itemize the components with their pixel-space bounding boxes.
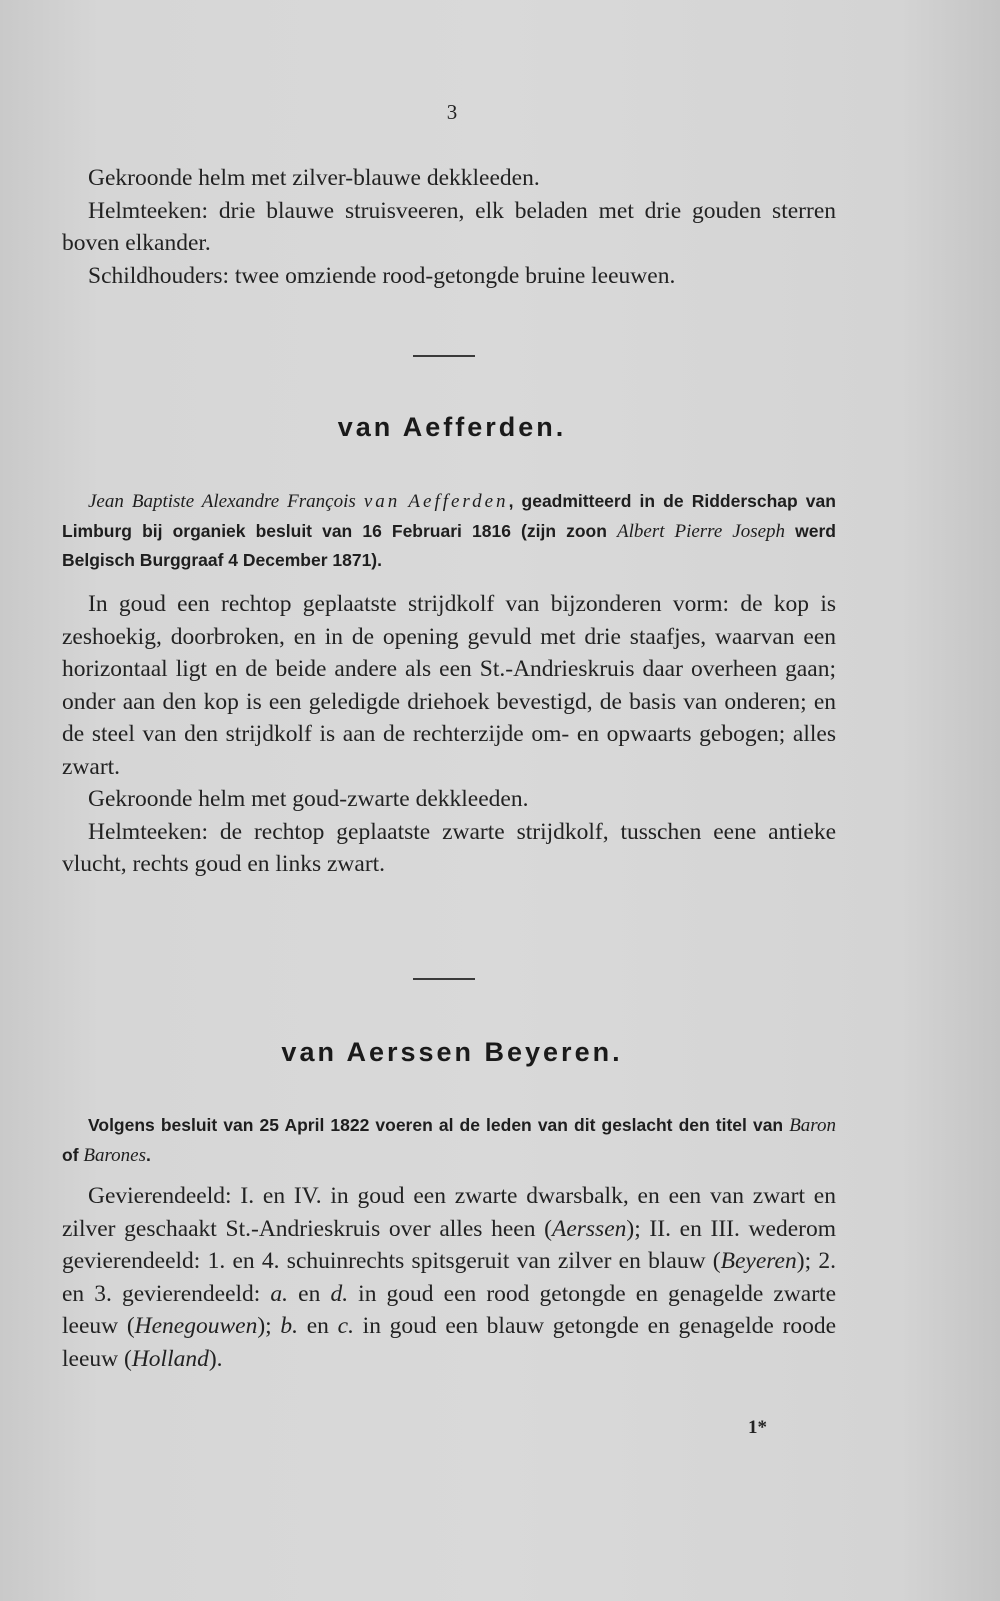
paragraph: Gekroonde helm met goud-zwarte dekkleeden. [88, 786, 529, 812]
text-line: Helmteeken: drie blauwe struisveeren, elk beladen met drie gouden sterren boven elkander. [62, 197, 836, 256]
person-name: Aefferden [408, 491, 509, 512]
person-name: Albert Pierre Joseph [617, 520, 786, 542]
intro-text: werd Belgisch Burggraaf 4 December 1871). [62, 520, 836, 570]
section-heading: van Aerssen Beyeren. [281, 1037, 623, 1067]
person-name: Jean Baptiste Alexandre François [88, 491, 356, 512]
page-number: 3 [446, 100, 458, 124]
intro-text: Volgens besluit van 25 April 1822 voeren al de leden van dit geslacht den titel van [88, 1115, 790, 1135]
section-divider [413, 355, 475, 357]
section-body [62, 1180, 836, 1375]
text-line: Gekroonde helm met zilver-blauwe dekkleeden. [88, 165, 540, 191]
person-name: van [363, 491, 401, 512]
paragraph: In goud een rechtop geplaatste strijdkolf van bijzonderen vorm: de kop is zeshoekig, doorbroken, en in de opening gevuld met drie staafjes, waarvan een horizontaal ligt en de beide andere als een St.-Andrieskruis daar overheen gaan; onder aan den kop is een geledigde driehoek bevestigd, de basis van onderen; en de steel van den strijdkolf is aan de rechterzijde om- en opwaarts gebogen; alles zwart. [62, 591, 836, 780]
intro-text: , geadmitteerd in de Ridderschap van Limburg bij organiek besluit van 16 Februari 1816 (zijn zoon [62, 491, 836, 541]
title-name: Barones [83, 1144, 147, 1166]
paragraph: Gevierendeeld: I. en IV. in goud een zwarte dwarsbalk, en een van zwart en zilver geschaakt St.-Andrieskruis over alles heen (Aerssen); II. en III. wederom gevierendeeld: 1. en 4. schuinrechts spitsgeruit van zilver en blauw (Beyeren); 2. en 3. gevierendeeld: a. en d. in goud een rood getongde en genagelde zwarte leeuw (Henegouwen); b. en c. in goud een blauw getongde en genagelde roode leeuw (Holland). [62, 1183, 837, 1372]
intro-text: . [146, 1144, 151, 1165]
signature-mark: 1* [748, 1417, 767, 1438]
section-body [62, 588, 836, 881]
section-heading: van Aefferden. [337, 412, 567, 442]
section-intro [62, 487, 836, 576]
title-name: Baron [789, 1115, 836, 1136]
block-helm-intro [62, 162, 836, 292]
paragraph: Helmteeken: de rechtop geplaatste zwarte strijdkolf, tusschen eene antieke vlucht, rechts goud en links zwart. [62, 818, 836, 877]
text-line: Schildhouders: twee omziende rood-getongde bruine leeuwen. [88, 262, 676, 289]
section-intro [62, 1111, 836, 1170]
intro-text: of [62, 1144, 84, 1165]
section-divider [413, 978, 475, 980]
